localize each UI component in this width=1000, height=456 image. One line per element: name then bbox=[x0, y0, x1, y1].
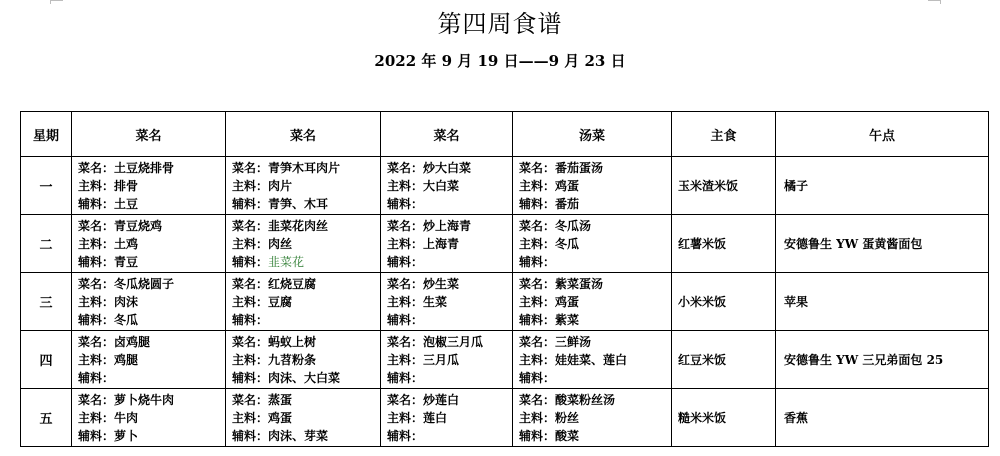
weekday-cell: 五 bbox=[21, 389, 72, 447]
side-ingredient: 辅料：冬瓜 bbox=[78, 312, 139, 327]
dish2-cell bbox=[226, 331, 381, 389]
dish-name: 菜名：萝卜烧牛肉 bbox=[78, 392, 175, 407]
snack-cell: 苹果 bbox=[776, 273, 989, 331]
staple-cell: 红豆米饭 bbox=[672, 331, 776, 389]
header-dish-3: 菜名 bbox=[381, 112, 513, 157]
side-ingredient: 辅料：青豆 bbox=[78, 254, 139, 269]
table-row bbox=[21, 331, 989, 389]
dish-name: 菜名：青笋木耳肉片 bbox=[232, 160, 341, 175]
dish2-cell bbox=[226, 389, 381, 447]
side-ingredient: 辅料： bbox=[78, 370, 115, 385]
dish3-cell bbox=[381, 389, 513, 447]
staple-cell: 玉米渣米饭 bbox=[672, 157, 776, 215]
side-ingredient: 辅料：肉沫、大白菜 bbox=[232, 370, 341, 385]
dish3-cell bbox=[381, 273, 513, 331]
dish3-cell bbox=[381, 157, 513, 215]
main-ingredient: 主料：粉丝 bbox=[519, 410, 580, 425]
main-ingredient: 主料：娃娃菜、莲白 bbox=[519, 352, 628, 367]
main-ingredient: 主料：上海青 bbox=[387, 236, 460, 251]
side-ingredient: 辅料： bbox=[232, 312, 269, 327]
side-ingredient-value: 韭菜花 bbox=[268, 254, 305, 269]
soup-cell bbox=[513, 273, 672, 331]
main-ingredient: 主料：鸡蛋 bbox=[232, 410, 293, 425]
header-dish-1: 菜名 bbox=[72, 112, 226, 157]
side-ingredient-label: 辅料： bbox=[232, 254, 269, 269]
snack-cell: 香蕉 bbox=[776, 389, 989, 447]
soup-cell bbox=[513, 331, 672, 389]
side-ingredient: 辅料：紫菜 bbox=[519, 312, 580, 327]
weekday-cell: 四 bbox=[21, 331, 72, 389]
staple-cell: 糙米米饭 bbox=[672, 389, 776, 447]
header-staple: 主食 bbox=[672, 112, 776, 157]
dish1-cell bbox=[72, 389, 226, 447]
dish-name: 菜名：韭菜花肉丝 bbox=[232, 218, 329, 233]
dish-name: 菜名：炒大白菜 bbox=[387, 160, 472, 175]
dish-name: 菜名：蒸蛋 bbox=[232, 392, 293, 407]
dish-name: 菜名：土豆烧排骨 bbox=[78, 160, 175, 175]
snack-cell: 安德鲁生 YW 三兄弟面包 25 bbox=[776, 331, 989, 389]
header-row bbox=[21, 112, 989, 157]
staple-cell: 红薯米饭 bbox=[672, 215, 776, 273]
side-ingredient: 辅料：酸菜 bbox=[519, 428, 580, 443]
main-ingredient: 主料：肉片 bbox=[232, 178, 293, 193]
dish-name: 菜名：番茄蛋汤 bbox=[519, 160, 604, 175]
side-ingredient: 辅料： bbox=[519, 254, 556, 269]
main-ingredient: 主料：三月瓜 bbox=[387, 352, 460, 367]
dish-name: 菜名：泡椒三月瓜 bbox=[387, 334, 484, 349]
dish-name: 菜名：酸菜粉丝汤 bbox=[519, 392, 616, 407]
main-ingredient: 主料：大白菜 bbox=[387, 178, 460, 193]
dish-name: 菜名：冬瓜烧圆子 bbox=[78, 276, 175, 291]
side-ingredient: 辅料：萝卜 bbox=[78, 428, 139, 443]
side-ingredient: 辅料：肉沫、芽菜 bbox=[232, 428, 329, 443]
dish2-cell bbox=[226, 157, 381, 215]
header-soup: 汤菜 bbox=[513, 112, 672, 157]
weekday-cell: 三 bbox=[21, 273, 72, 331]
weekday-cell: 二 bbox=[21, 215, 72, 273]
dish-name: 菜名：三鲜汤 bbox=[519, 334, 592, 349]
side-ingredient: 辅料：青笋、木耳 bbox=[232, 196, 329, 211]
main-ingredient: 主料：鸡蛋 bbox=[519, 294, 580, 309]
main-ingredient: 主料：土鸡 bbox=[78, 236, 139, 251]
main-ingredient: 主料：冬瓜 bbox=[519, 236, 580, 251]
table-row bbox=[21, 215, 989, 273]
header-snack: 午点 bbox=[776, 112, 989, 157]
main-ingredient: 主料：鸡蛋 bbox=[519, 178, 580, 193]
dish2-cell bbox=[226, 273, 381, 331]
dish-name: 菜名：炒莲白 bbox=[387, 392, 460, 407]
side-ingredient: 辅料： bbox=[387, 196, 424, 211]
main-ingredient: 主料：鸡腿 bbox=[78, 352, 139, 367]
main-ingredient: 主料：肉丝 bbox=[232, 236, 293, 251]
soup-cell bbox=[513, 157, 672, 215]
snack-cell: 橘子 bbox=[776, 157, 989, 215]
dish-name: 菜名：青豆烧鸡 bbox=[78, 218, 163, 233]
dish-name: 菜名：炒上海青 bbox=[387, 218, 472, 233]
main-ingredient: 主料：排骨 bbox=[78, 178, 139, 193]
dish3-cell bbox=[381, 215, 513, 273]
dish1-cell bbox=[72, 331, 226, 389]
side-ingredient: 辅料： bbox=[387, 312, 424, 327]
dish2-cell bbox=[226, 215, 381, 273]
dish-name: 菜名：紫菜蛋汤 bbox=[519, 276, 604, 291]
dish-name: 菜名：红烧豆腐 bbox=[232, 276, 317, 291]
side-ingredient: 辅料： bbox=[387, 254, 424, 269]
side-ingredient bbox=[232, 253, 374, 271]
main-ingredient: 主料：九苕粉条 bbox=[232, 352, 317, 367]
side-ingredient: 辅料：土豆 bbox=[78, 196, 139, 211]
dish1-cell bbox=[72, 215, 226, 273]
dish-name: 菜名：蚂蚁上树 bbox=[232, 334, 317, 349]
side-ingredient: 辅料： bbox=[387, 428, 424, 443]
date-range: 2022 年 9 月 19 日——9 月 23 日 bbox=[374, 52, 626, 70]
snack-cell: 安德鲁生 YW 蛋黄酱面包 bbox=[776, 215, 989, 273]
main-ingredient: 主料：生菜 bbox=[387, 294, 448, 309]
table-row bbox=[21, 389, 989, 447]
menu-table bbox=[20, 111, 989, 447]
page-title: 第四周食谱 bbox=[437, 10, 563, 38]
dish1-cell bbox=[72, 157, 226, 215]
staple-cell: 小米米饭 bbox=[672, 273, 776, 331]
main-ingredient: 主料：肉沫 bbox=[78, 294, 139, 309]
soup-cell bbox=[513, 389, 672, 447]
header-weekday: 星期 bbox=[21, 112, 72, 157]
dish1-cell bbox=[72, 273, 226, 331]
dish3-cell bbox=[381, 331, 513, 389]
weekday-cell: 一 bbox=[21, 157, 72, 215]
main-ingredient: 主料：豆腐 bbox=[232, 294, 293, 309]
soup-cell bbox=[513, 215, 672, 273]
dish-name: 菜名：冬瓜汤 bbox=[519, 218, 592, 233]
dish-name: 菜名：炒生菜 bbox=[387, 276, 460, 291]
dish-name: 菜名：卤鸡腿 bbox=[78, 334, 151, 349]
main-ingredient: 主料：莲白 bbox=[387, 410, 448, 425]
side-ingredient: 辅料：番茄 bbox=[519, 196, 580, 211]
side-ingredient: 辅料： bbox=[387, 370, 424, 385]
header-dish-2: 菜名 bbox=[226, 112, 381, 157]
side-ingredient: 辅料： bbox=[519, 370, 556, 385]
table-row bbox=[21, 273, 989, 331]
table-row bbox=[21, 157, 989, 215]
main-ingredient: 主料：牛肉 bbox=[78, 410, 139, 425]
